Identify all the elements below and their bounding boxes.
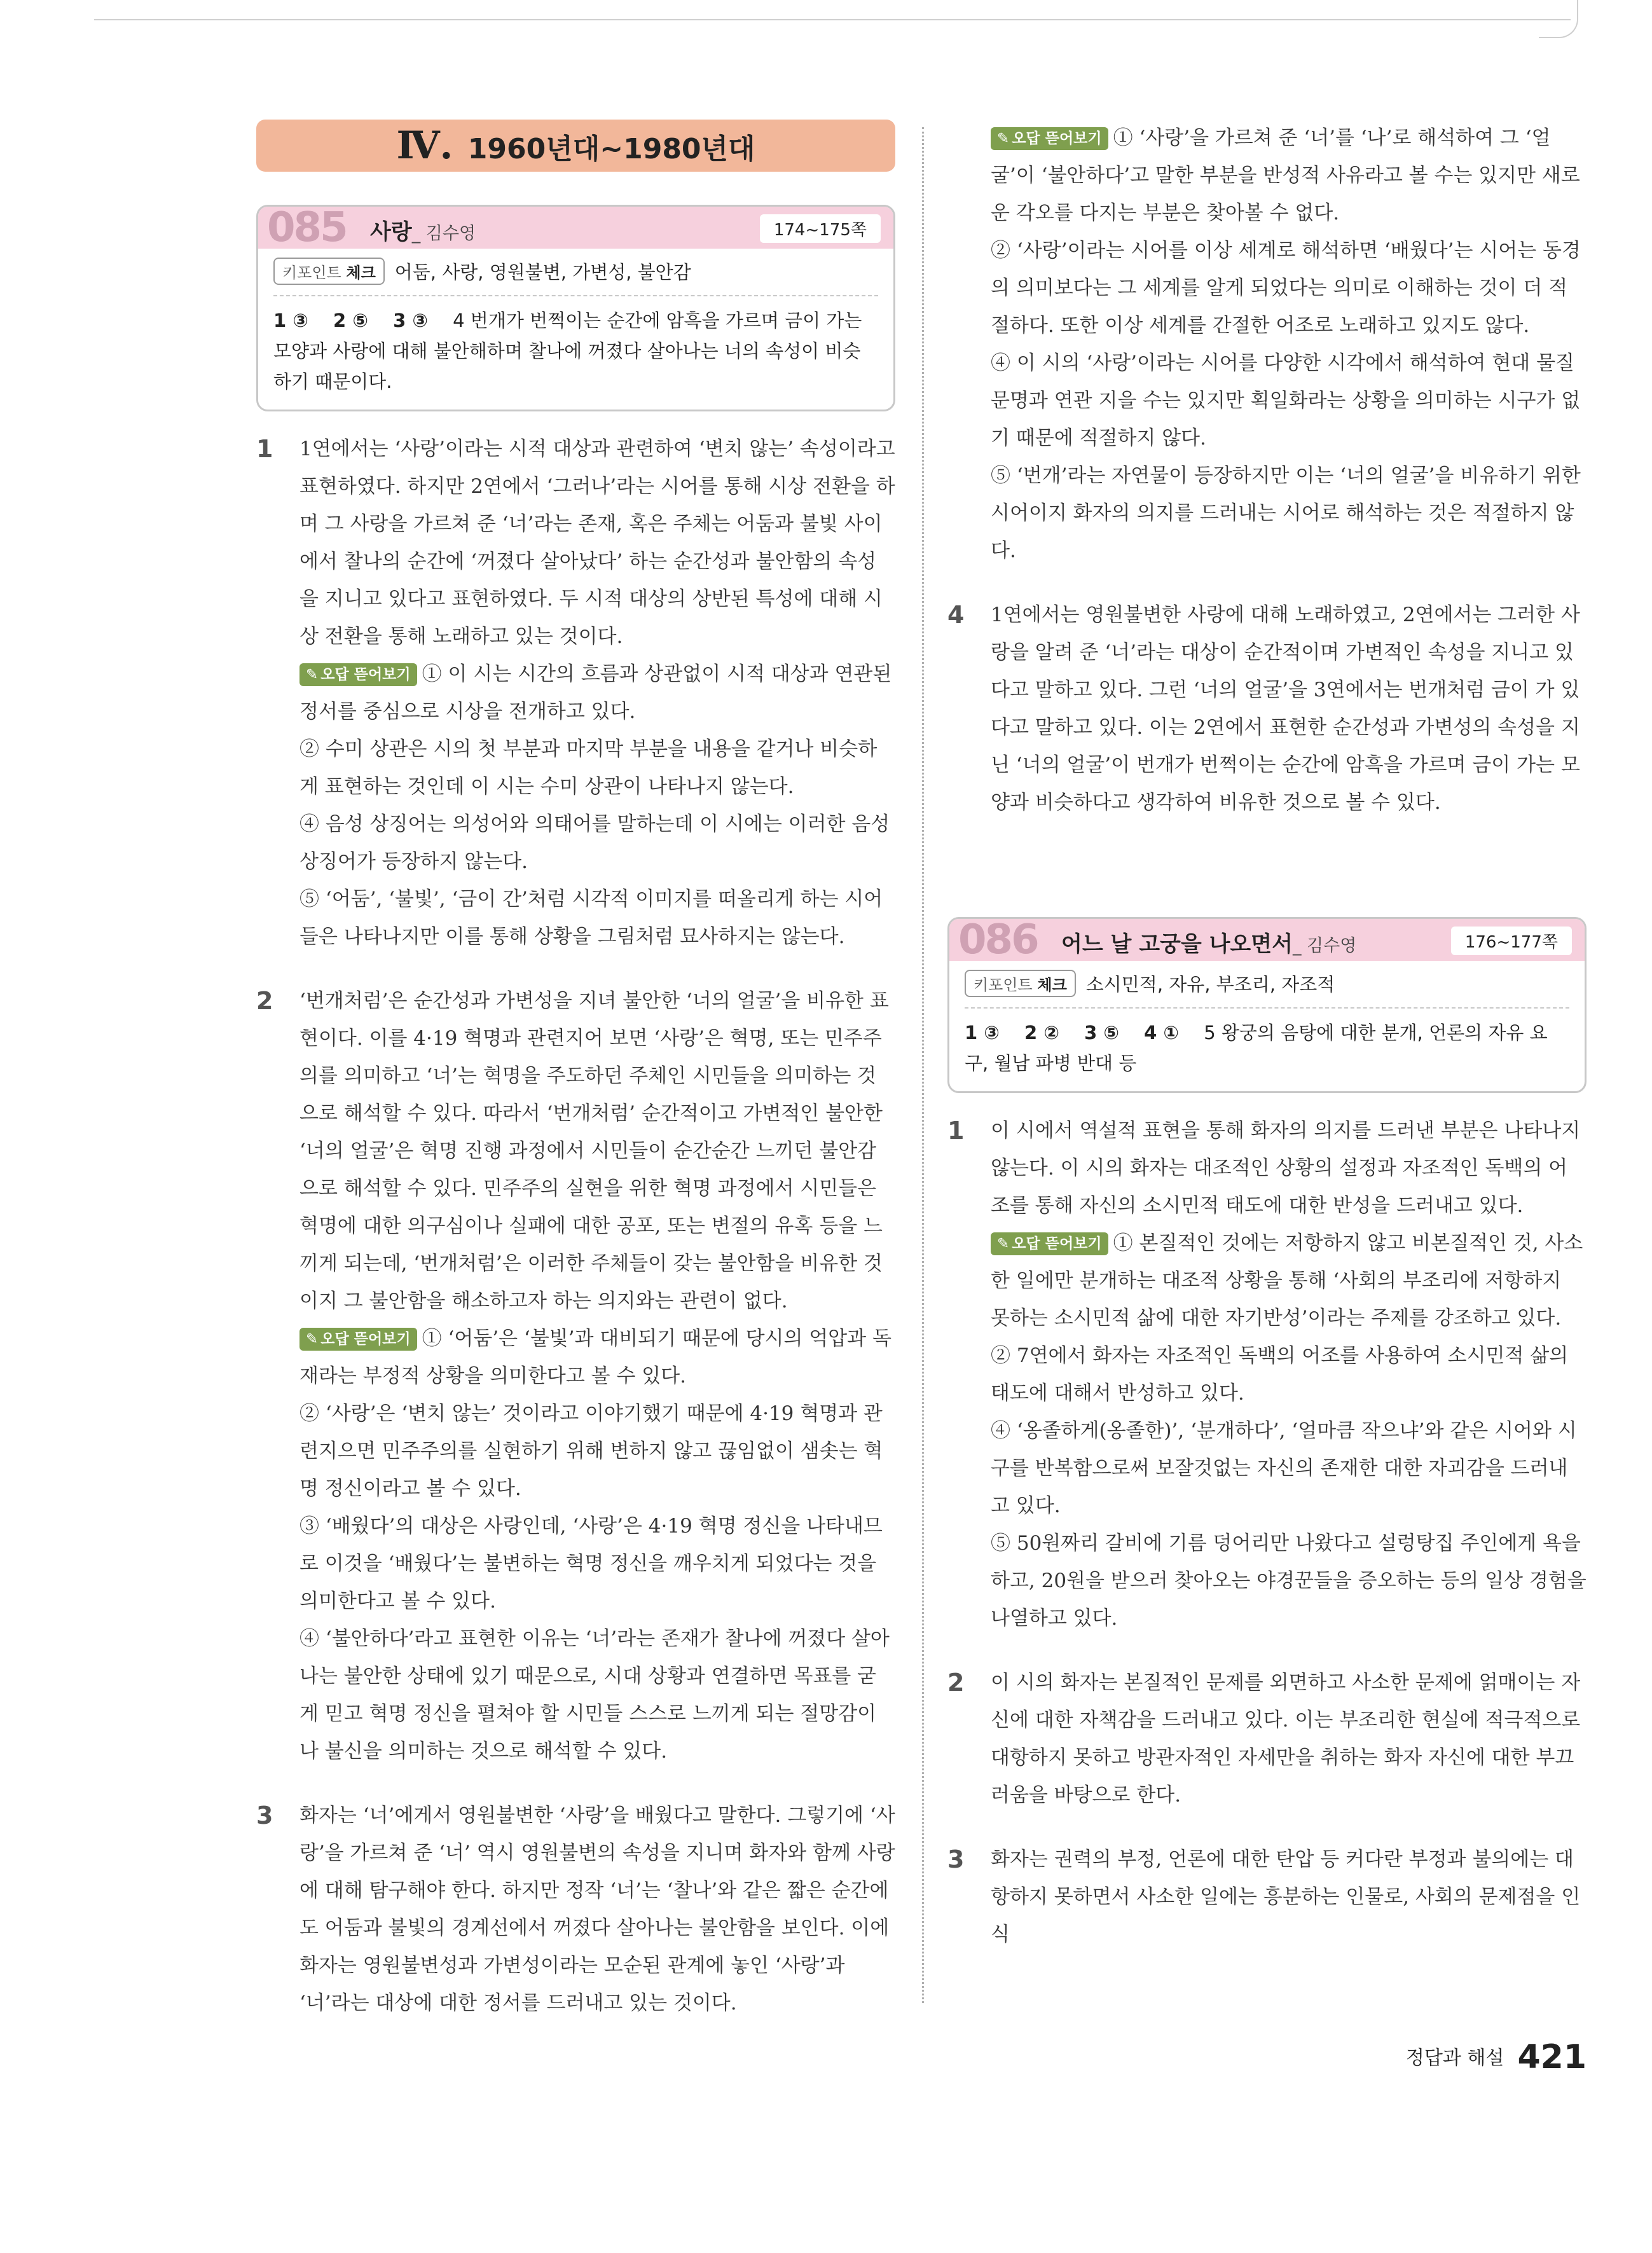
- wrong-answer-badge: ✎ 오답 뜯어보기: [991, 127, 1108, 150]
- pencil-icon: ✎: [306, 1331, 319, 1347]
- question-086-box: [947, 917, 1587, 1093]
- column-divider: [922, 127, 924, 2003]
- question-086-header: [949, 919, 1585, 961]
- keypoint-badge: 키포인트 체크: [273, 258, 385, 285]
- page-range: 174~175쪽: [760, 214, 881, 243]
- chapter-title: 1960년대~1980년대: [467, 133, 755, 165]
- keypoint-badge: 키포인트 체크: [965, 970, 1076, 997]
- explanation-item-continued: ✎ 오답 뜯어보기 ① ‘사랑’을 가르쳐 준 ‘너’를 ‘나’로 해석하여 그 ‘얼굴’이 ‘불안하다’고 말한 부분을 반성적 사유라고 볼 수는 있지만 새로운 각오를 다지는 부분은 찾아볼 수 없다. ② ‘사랑’이라는 시어를 이상 세계로 해석하면 ‘배웠다’는 시어는 동경의 의미보다는 그 세계를 알게 되었다는 의미로 이해하는 것이 더 적절하다. 또한 이상 세계를 간절한 어조로 노래하고 있지도 않다. ④ 이 시의 ‘사랑’이라는 시어를 다양한 시각에서 해석하여 현대 물질문명과 연관 지을 수는 있지만 획일화라는 상황을 의미하는 시구가 없기 때문에 적절하지 않다. ⑤ ‘번개’라는 자연물이 등장하지만 이는 ‘너의 얼굴’을 비유하기 위한 시어이지 화자의 의지를 드러내는 시어로 해석하는 것은 적절하지 않다.: [991, 127, 1581, 562]
- poem-author: _ 김수영: [1292, 936, 1357, 956]
- footer-label: 정답과 해설: [1405, 2047, 1504, 2069]
- pencil-icon: ✎: [997, 1236, 1010, 1252]
- explanation-item: 1 이 시에서 역설적 표현을 통해 화자의 의지를 드러낸 부분은 나타나지 않는다. 이 시의 화자는 대조적인 상황의 설정과 자조적인 독백의 어조를 통해 자신의 소시민적 태도에 대한 반성을 드러내고 있다. ✎ 오답 뜯어보기 ① 본질적인 것에는 저항하지 않고 비본질적인 것, 사소한 일에만 분개하는 대조적 상황을 통해 ‘사회의 부조리에 저항하지 못하는 소시민적 삶에 대한 자기반성’이라는 주제를 강조하고 있다. ② 7연에서 화자는 자조적인 독백의 어조를 사용하여 소시민적 삶의 태도에 대해서 반성하고 있다. ④ ‘옹졸하게(옹졸한)’, ‘분개하다’, ‘얼마큼 작으냐’와 같은 시어와 시구를 반복함으로써 보잘것없는 자신의 존재한 대한 자괴감을 드러내고 있다. ⑤ 50원짜리 갈비에 기름 덩어리만 나왔다고 설렁탕집 주인에게 욕을 하고, 20원을 받으러 찾아오는 야경꾼들을 증오하는 등의 일상 경험을 나열하고 있다.: [947, 1117, 1587, 1630]
- explanation-item: 2 ‘번개처럼’은 순간성과 가변성을 지녀 불안한 ‘너의 얼굴’을 비유한 표현이다. 이를 4·19 혁명과 관련지어 보면 ‘사랑’은 혁명, 또는 민주주의를 의미하고 ‘너’는 혁명을 주도하던 주체인 시민들을 의미하는 것으로 해석할 수 있다. 따라서 ‘번개처럼’ 순간적이고 가변적인 불안한 ‘너의 얼굴’은 혁명 진행 과정에서 시민들이 순간순간 느끼던 불안감으로 해석할 수 있다. 민주주의 실현을 위한 혁명 과정에서 시민들은 혁명에 대한 의구심이나 실패에 대한 공포, 또는 변절의 유혹 등을 느끼게 되는데, ‘번개처럼’은 이러한 주체들이 갖는 불안함을 비유한 것이지 그 불안함을 해소하고자 하는 의지와는 관련이 없다. ✎ 오답 뜯어보기 ① ‘어둠’은 ‘불빛’과 대비되기 때문에 당시의 억압과 독재라는 부정적 상황을 의미한다고 볼 수 있다. ② ‘사랑’은 ‘변치 않는’ 것이라고 이야기했기 때문에 4·19 혁명과 관련지으면 민주주의를 실현하기 위해 변하지 않고 끊임없이 샘솟는 혁명 정신이라고 볼 수 있다. ③ ‘배웠다’의 대상은 사랑인데, ‘사랑’은 4·19 혁명 정신을 나타내므로 이것을 ‘배웠다’는 불변하는 혁명 정신을 깨우치게 되었다는 것을 의미한다고 볼 수 있다. ④ ‘불안하다’라고 표현한 이유는 ‘너’라는 존재가 찰나에 꺼졌다 살아나는 불안한 상태에 있기 때문으로, 시대 상황과 연결하면 목표를 굳게 믿고 혁명 정신을 펼쳐야 할 시민들 스스로 느끼게 되는 절망감이나 불신을 의미하는 것으로 해석할 수 있다.: [256, 987, 891, 1763]
- explanation-item: 4 1연에서는 영원불변한 사랑에 대해 노래하였고, 2연에서는 그러한 사랑을 알려 준 ‘너’라는 대상이 순간적이며 가변적인 속성을 지니고 있다고 말하고 있다. 그런 ‘너의 얼굴’을 3연에서는 번개처럼 금이 가 있다고 말하고 있다. 이는 2연에서 표현한 순간성과 가변성의 속성을 지닌 ‘너의 얼굴’이 번개가 번쩍이는 순간에 암흑을 가르며 금이 가는 모양과 비슷하다고 생각하여 비유한 것으로 볼 수 있다.: [947, 601, 1580, 814]
- keypoint-row: [965, 970, 1569, 1009]
- poem-title: 어느 날 고궁을 나오면서_ 김수영: [1061, 932, 1357, 957]
- page-number: 421: [1517, 2038, 1587, 2076]
- question-number: 085: [267, 205, 347, 251]
- question-085-header: [258, 207, 893, 249]
- keywords: 어둠, 사랑, 영원불변, 가변성, 불안감: [394, 261, 691, 283]
- explanation-item: 2 이 시의 화자는 본질적인 문제를 외면하고 사소한 문제에 얽매이는 자신에 대한 자책감을 드러내고 있다. 이는 부조리한 현실에 적극적으로 대항하지 못하고 방관자적인 자세만을 취하는 화자 자신에 대한 부끄러움을 바탕으로 한다.: [947, 1669, 1581, 1807]
- left-column: [256, 120, 895, 2049]
- answer-key: 1 ③ 2 ⑤ 3 ③ 4 번개가 번쩍이는 순간에 암흑을 가르며 금이 가는 모양과 사랑에 대해 불안해하며 찰나에 꺼졌다 살아나는 너의 속성이 비슷하기 때문이다.: [273, 310, 862, 392]
- wrong-answer-badge: ✎ 오답 뜯어보기: [299, 1328, 417, 1351]
- answer-key: 1 ③ 2 ② 3 ⑤ 4 ① 5 왕궁의 음탕에 대한 분개, 언론의 자유 요구, 월남 파병 반대 등: [965, 1022, 1548, 1074]
- page-range: 176~177쪽: [1451, 927, 1572, 955]
- chapter-banner: [256, 120, 895, 172]
- explanation-item: 3 화자는 권력의 부정, 언론에 대한 탄압 등 커다란 부정과 불의에는 대항하지 못하면서 사소한 일에는 흥분하는 인물로, 사회의 문제점을 인식: [947, 1845, 1581, 1946]
- pencil-icon: ✎: [997, 130, 1010, 147]
- right-column: [947, 120, 1587, 1980]
- keywords: 소시민적, 자유, 부조리, 자조적: [1085, 974, 1335, 995]
- question-085-box: [256, 205, 895, 411]
- poem-title: 사랑_ 김수영: [370, 219, 476, 245]
- explanation-item: 3 화자는 ‘너’에게서 영원불변한 ‘사랑’을 배웠다고 말한다. 그렇기에 ‘사랑’을 가르쳐 준 ‘너’ 역시 영원불변의 속성을 지니며 화자와 함께 사랑에 대해 탐구해야 한다. 하지만 정작 ‘너’는 ‘찰나’와 같은 짧은 순간에도 어둠과 불빛의 경계선에서 꺼졌다 살아나는 불안함을 보인다. 이에 화자는 영원불변성과 가변성이라는 모순된 관계에 놓인 ‘사랑’과 ‘너’라는 대상에 대한 정서를 드러내고 있는 것이다.: [256, 1802, 895, 2015]
- pencil-icon: ✎: [306, 666, 319, 683]
- keypoint-row: [273, 258, 878, 296]
- explanation-item: 1 1연에서는 ‘사랑’이라는 시적 대상과 관련하여 ‘변치 않는’ 속성이라고 표현하였다. 하지만 2연에서 ‘그러나’라는 시어를 통해 시상 전환을 하며 그 사랑을 가르쳐 준 ‘너’라는 존재, 혹은 주체는 어둠과 불빛 사이에서 찰나의 순간에 ‘꺼졌다 살아났다’ 하는 순간성과 불안함의 속성을 지니고 있다고 표현하였다. 두 시적 대상의 상반된 특성에 대해 시상 전환을 통해 노래하고 있는 것이다. ✎ 오답 뜯어보기 ① 이 시는 시간의 흐름과 상관없이 시적 대상과 연관된 정서를 중심으로 시상을 전개하고 있다. ② 수미 상관은 시의 첫 부분과 마지막 부분을 내용을 같거나 비슷하게 표현하는 것인데 이 시는 수미 상관이 나타나지 않는다. ④ 음성 상징어는 의성어와 의태어를 말하는데 이 시에는 이러한 음성 상징어가 등장하지 않는다. ⑤ ‘어둠’, ‘불빛’, ‘금이 간’처럼 시각적 이미지를 떠올리게 하는 시어들은 나타나지만 이를 통해 상황을 그림처럼 묘사하지는 않는다.: [256, 435, 895, 948]
- wrong-answer-badge: ✎ 오답 뜯어보기: [991, 1232, 1108, 1255]
- top-rule: [94, 19, 1571, 20]
- page-footer: [1406, 2038, 1587, 2076]
- top-corner-curve: [1539, 0, 1578, 38]
- question-number: 086: [958, 917, 1038, 963]
- chapter-roman: Ⅳ.: [396, 123, 453, 168]
- wrong-answer-badge: ✎ 오답 뜯어보기: [299, 663, 417, 686]
- poem-author: _ 김수영: [411, 224, 476, 244]
